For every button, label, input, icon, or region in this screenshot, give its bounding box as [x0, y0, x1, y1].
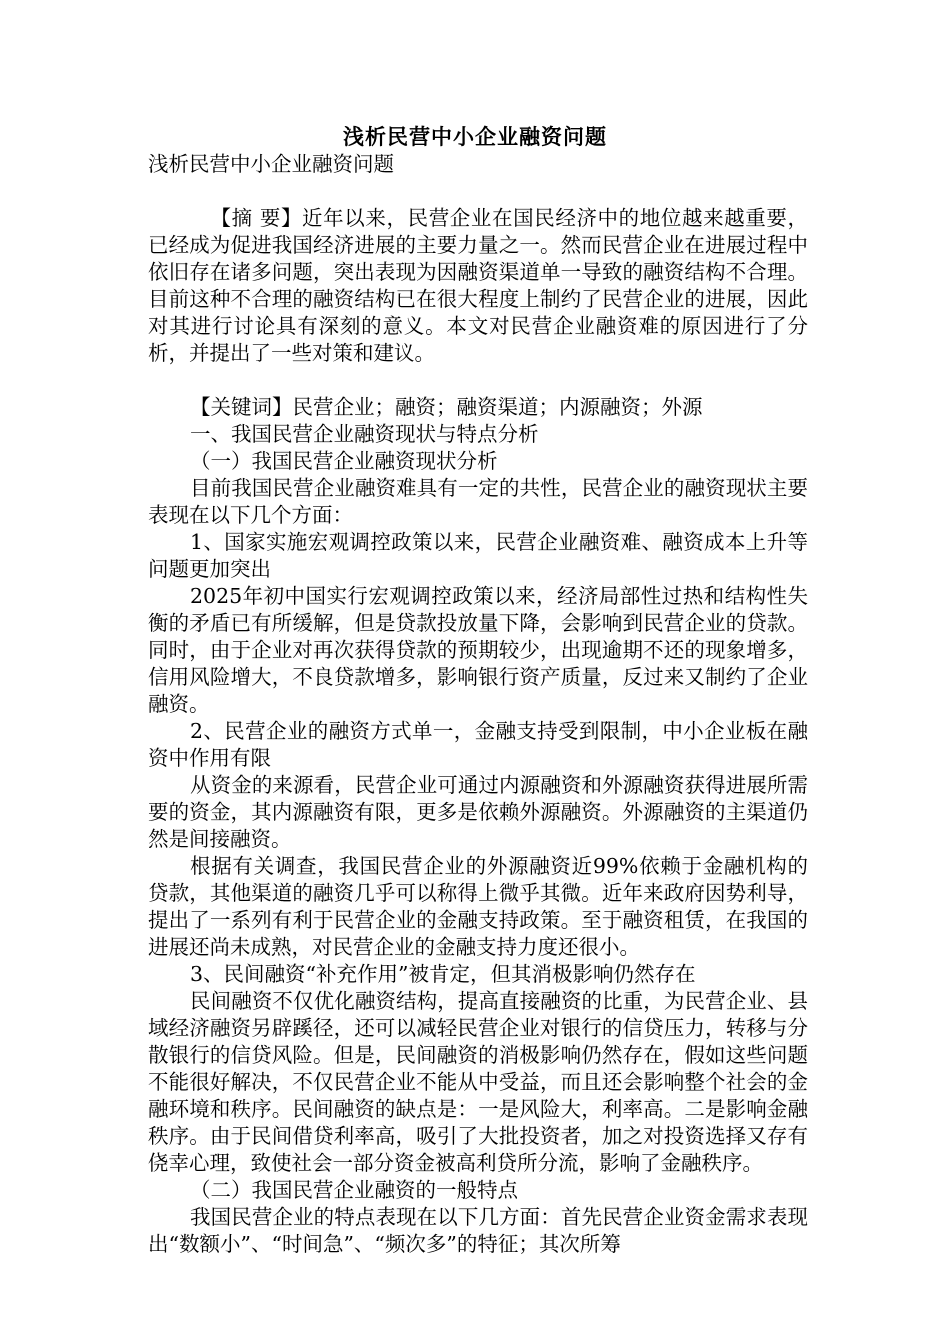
section-heading-1: 一、我国民营企业融资现状与特点分析 — [190, 422, 539, 446]
subsection-heading-1-2: （二）我国民营企业融资的一般特点 — [190, 1178, 519, 1202]
features-paragraph: 我国民营企业的特点表现在以下几方面：首先民营企业资金需求表现出“数额小”、“时间急”、“频次多”的特征；其次所筹 — [148, 1205, 808, 1256]
subsection-heading-1-1: （一）我国民营企业融资现状分析 — [190, 449, 498, 473]
point-2-heading: 2、民营企业的融资方式单一，金融支持受到限制，中小企业板在融资中作用有限 — [148, 719, 808, 770]
keywords-line: 【关键词】民营企业；融资；融资渠道；内源融资；外源 — [190, 395, 703, 419]
point-3-heading: 3、民间融资“补充作用”被肯定，但其消极影响仍然存在 — [190, 962, 696, 986]
abstract-paragraph: 【摘 要】近年以来，民营企业在国民经济中的地位越来越重要，已经成为促进我国经济进展的主要力量之一。然而民营企业在进展过程中依旧存在诸多问题，突出表现为因融资渠道单一导致的融资结构不合理。目前这种不合理的融资结构已在很大程度上制约了民营企业的进展，因此对其进行讨论具有深刻的意义。本文对民营企业融资难的原因进行了分析，并提出了一些对策和建议。 — [148, 206, 808, 365]
point-1-heading: 1、国家实施宏观调控政策以来，民营企业融资难、融资成本上升等问题更加突出 — [148, 530, 808, 581]
document-title: 浅析民营中小企业融资问题 — [343, 124, 607, 149]
point-2-body-2: 根据有关调查，我国民营企业的外源融资近99%依赖于金融机构的贷款，其他渠道的融资几乎可以称得上微乎其微。近年来政府因势利导，提出了一系列有利于民营企业的金融支持政策。至于融资租赁，在我国的进展还尚未成熟，对民营企业的金融支持力度还很小。 — [148, 854, 808, 959]
intro-paragraph: 目前我国民营企业融资难具有一定的共性，民营企业的融资现状主要表现在以下几个方面： — [148, 476, 808, 527]
point-3-body: 民间融资不仅优化融资结构，提高直接融资的比重，为民营企业、县域经济融资另辟蹊径，还可以减轻民营企业对银行的信贷压力，转移与分散银行的信贷风险。但是，民间融资的消极影响仍然存在，假如这些问题不能很好解决，不仅民营企业不能从中受益，而且还会影响整个社会的金融环境和秩序。民间融资的缺点是：一是风险大，利率高。二是影响金融秩序。由于民间借贷利率高，吸引了大批投资者，加之对投资选择又存有侥幸心理，致使社会一部分资金被高利贷所分流，影响了金融秩序。 — [148, 989, 808, 1175]
document-body — [148, 151, 808, 1258]
document-subtitle: 浅析民营中小企业融资问题 — [148, 152, 394, 176]
point-2-body-1: 从资金的来源看，民营企业可通过内源融资和外源融资获得进展所需要的资金，其内源融资有限，更多是依赖外源融资。外源融资的主渠道仍然是间接融资。 — [148, 773, 808, 851]
point-1-body: 2025年初中国实行宏观调控政策以来，经济局部性过热和结构性失衡的矛盾已有所缓解，但是贷款投放量下降，会影响到民营企业的贷款。同时，由于企业对再次获得贷款的预期较少，出现逾期不还的现象增多，信用风险增大，不良贷款增多，影响银行资产质量，反过来又制约了企业融资。 — [148, 584, 808, 716]
